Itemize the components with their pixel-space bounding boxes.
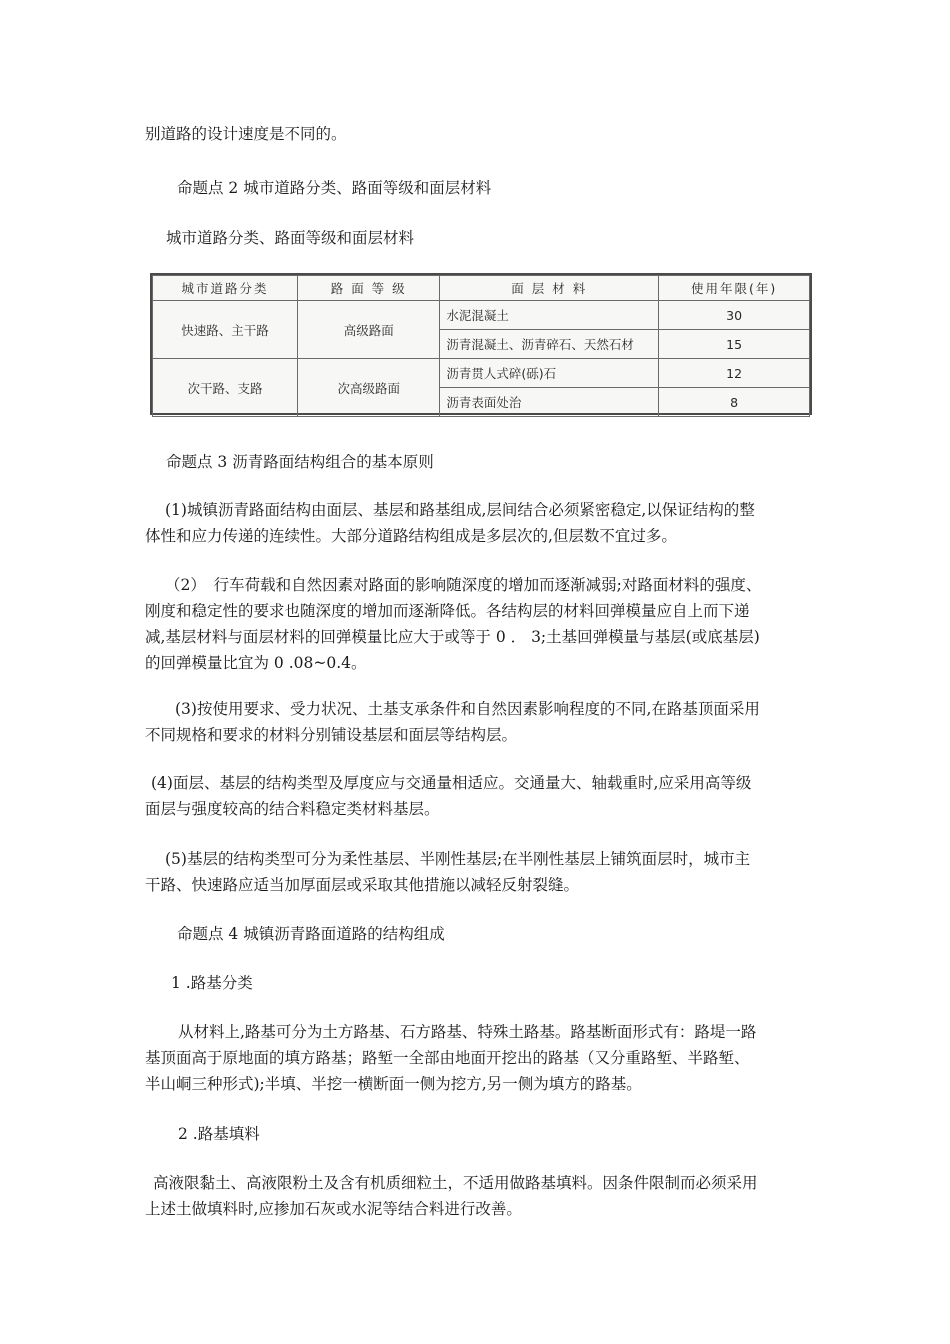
paragraph-line: (1)城镇沥青路面结构由面层、基层和路基组成,层间结合必须紧密稳定,以保证结构的整 [165,501,755,519]
cell-service-life: 30 [659,301,810,330]
cell-service-life: 15 [659,330,810,359]
header-surface-material: 面 层 材 料 [440,276,659,301]
cell-surface-material: 沥青表面处治 [440,388,659,417]
cell-road-class: 次干路、支路 [153,359,298,417]
paragraph-line: 不同规格和要求的材料分别铺设基层和面层等结构层。 [145,726,518,744]
subgrade-fill-paragraph [145,1170,810,1222]
cell-service-life: 12 [659,359,810,388]
principle-2-paragraph [145,572,810,676]
cell-pavement-grade: 次高级路面 [298,359,440,417]
table-row [153,359,810,388]
principle-5-paragraph [145,846,810,898]
paragraph-line: 体性和应力传递的连续性。大部分道路结构组成是多层次的,但层数不宜过多。 [145,527,677,545]
topic3-heading: 命题点 3 沥青路面结构组合的基本原则 [166,453,434,471]
cell-surface-material: 沥青混凝土、沥青碎石、天然石材 [440,330,659,359]
cell-surface-material: 沥青贯人式碎(砾)石 [440,359,659,388]
paragraph-line: （2） 行车荷载和自然因素对路面的影响随深度的增加而逐渐减弱;对路面材料的强度、 [165,576,762,594]
principle-3-paragraph [145,696,810,748]
table-caption: 城市道路分类、路面等级和面层材料 [166,229,415,247]
paragraph-line: 减,基层材料与面层材料的回弹模量比应大于或等于 0 ． 3;土基回弹模量与基层(或底基层) [145,628,760,646]
topic4-heading: 命题点 4 城镇沥青路面道路的结构组成 [177,925,445,943]
subgrade-classification-heading: 1 .路基分类 [171,974,253,992]
paragraph-line: 高液限黏土、高液限粉土及含有机质细粒土，不适用做路基填料。因条件限制而必须采用 [153,1174,758,1192]
paragraph-line: 面层与强度较高的结合料稳定类材料基层。 [145,800,440,818]
topic2-heading: 命题点 2 城市道路分类、路面等级和面层材料 [177,179,492,197]
paragraph-line: 的回弹模量比宜为 0 .08~0.4。 [145,654,367,672]
paragraph-line: 基顶面高于原地面的填方路基；路堑一全部由地面开挖出的路基（又分重路堑、半路堑、 [145,1049,750,1067]
paragraph-line: 半山峒三种形式);半填、半挖一横断面一侧为挖方,另一侧为填方的路基。 [145,1075,642,1093]
road-classification-table [150,273,812,415]
header-road-class: 城市道路分类 [153,276,298,301]
header-pavement-grade: 路 面 等 级 [298,276,440,301]
intro-tail-text: 别道路的设计速度是不同的。 [145,125,347,143]
cell-surface-material: 水泥混凝土 [440,301,659,330]
table-row [153,301,810,330]
paragraph-line: 从材料上,路基可分为土方路基、石方路基、特殊土路基。路基断面形式有：路堤一路 [178,1023,757,1041]
paragraph-line: (3)按使用要求、受力状况、土基支承条件和自然因素影响程度的不同,在路基顶面采用 [175,700,760,718]
principle-4-paragraph [145,770,810,822]
cell-service-life: 8 [659,388,810,417]
paragraph-line: 刚度和稳定性的要求也随深度的增加而逐渐降低。各结构层的材料回弹模量应自上而下递 [145,602,750,620]
paragraph-line: (5)基层的结构类型可分为柔性基层、半刚性基层;在半刚性基层上铺筑面层时，城市主 [165,850,751,868]
paragraph-line: 干路、快速路应适当加厚面层或采取其他措施以减轻反射裂缝。 [145,876,580,894]
paragraph-line: (4)面层、基层的结构类型及厚度应与交通量相适应。交通量大、轴载重时,应采用高等级 [151,774,752,792]
principle-1-paragraph [145,497,810,549]
paragraph-line: 上述土做填料时,应掺加石灰或水泥等结合料进行改善。 [145,1200,522,1218]
subgrade-fill-heading: 2 .路基填料 [178,1125,260,1143]
cell-pavement-grade: 高级路面 [298,301,440,359]
cell-road-class: 快速路、主干路 [153,301,298,359]
table-header-row [153,276,810,301]
header-service-life: 使用年限(年) [659,276,810,301]
subgrade-classification-paragraph [145,1019,810,1097]
